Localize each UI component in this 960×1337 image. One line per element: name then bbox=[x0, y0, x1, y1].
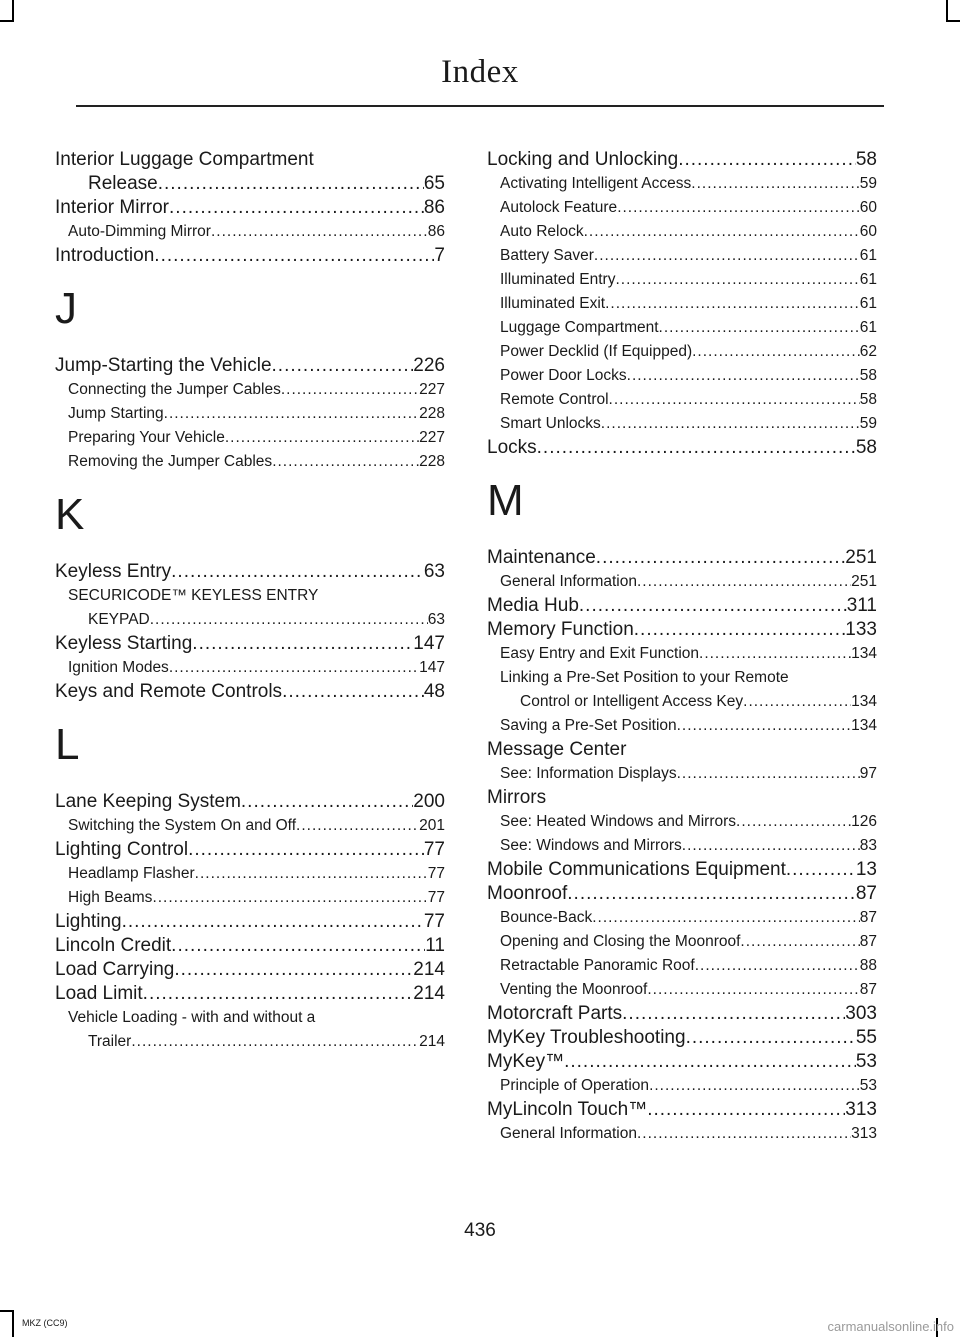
index-entry bbox=[55, 982, 445, 1006]
page-ref: 63 bbox=[427, 611, 445, 628]
page-ref: 59 bbox=[859, 175, 877, 192]
page-ref: 77 bbox=[423, 911, 445, 932]
dot-leader bbox=[596, 546, 846, 570]
entry-label: Control or Intelligent Access Key bbox=[520, 693, 744, 710]
entry-label: Power Door Locks bbox=[500, 367, 627, 384]
dot-leader bbox=[150, 608, 428, 632]
index-entry bbox=[55, 244, 445, 268]
page-ref: 227 bbox=[419, 381, 445, 398]
entry-label: Auto Relock bbox=[500, 223, 584, 240]
entry-label: Interior Luggage Compartment bbox=[55, 149, 314, 170]
page-ref: 63 bbox=[423, 561, 445, 582]
entry-label: Battery Saver bbox=[500, 247, 594, 264]
dot-leader bbox=[272, 354, 414, 378]
entry-label: Motorcraft Parts bbox=[487, 1003, 623, 1024]
entry-label: Moonroof bbox=[487, 883, 568, 904]
dot-leader bbox=[615, 268, 859, 292]
dot-leader bbox=[537, 436, 856, 460]
entry-label: Keyless Starting bbox=[55, 633, 193, 654]
dot-leader bbox=[634, 618, 846, 642]
entry-label: See: Information Displays bbox=[500, 765, 677, 782]
dot-leader bbox=[609, 388, 860, 412]
entry-label: Memory Function bbox=[487, 619, 634, 640]
page-ref: 60 bbox=[859, 199, 877, 216]
entry-label: Headlamp Flasher bbox=[68, 865, 195, 882]
page-ref: 87 bbox=[859, 909, 877, 926]
entry-label: Load Carrying bbox=[55, 959, 175, 980]
dot-leader bbox=[736, 810, 851, 834]
page-ref: 77 bbox=[427, 865, 445, 882]
dot-leader bbox=[154, 244, 434, 268]
page-ref: 311 bbox=[846, 595, 877, 616]
section-letter: M bbox=[487, 476, 524, 525]
index-entry bbox=[55, 148, 445, 172]
index-subentry bbox=[55, 378, 445, 402]
page-ref: 126 bbox=[851, 813, 877, 830]
page-ref: 227 bbox=[419, 429, 445, 446]
index-entry bbox=[487, 618, 877, 642]
page-ref: 53 bbox=[859, 1077, 877, 1094]
page-ref: 228 bbox=[419, 405, 445, 422]
index-subentry bbox=[487, 714, 877, 738]
page-ref: 61 bbox=[859, 271, 877, 288]
entry-label: Easy Entry and Exit Function bbox=[500, 645, 700, 662]
entry-label: KEYPAD bbox=[88, 611, 150, 628]
entry-label: Retractable Panoramic Roof bbox=[500, 957, 695, 974]
page-ref: 214 bbox=[419, 1033, 445, 1050]
dot-leader bbox=[637, 1122, 851, 1146]
index-entry bbox=[487, 786, 877, 810]
dot-leader bbox=[659, 316, 860, 340]
entry-label: See: Heated Windows and Mirrors bbox=[500, 813, 737, 830]
index-entry bbox=[487, 1098, 877, 1122]
entry-label: Smart Unlocks bbox=[500, 415, 601, 432]
page-ref: 11 bbox=[425, 935, 445, 956]
dot-leader bbox=[281, 378, 419, 402]
index-subentry bbox=[487, 834, 877, 858]
dot-leader bbox=[601, 412, 860, 436]
dot-leader bbox=[188, 838, 424, 862]
index-subentry bbox=[55, 862, 445, 886]
entry-label: Remote Control bbox=[500, 391, 609, 408]
index-entry bbox=[487, 1050, 877, 1074]
entry-label: MyKey Troubleshooting bbox=[487, 1027, 686, 1048]
page-ref: 214 bbox=[413, 983, 445, 1004]
page-ref: 61 bbox=[859, 295, 877, 312]
entry-label: Trailer bbox=[88, 1033, 132, 1050]
entry-label: Bounce-Back bbox=[500, 909, 593, 926]
page-ref: 134 bbox=[851, 717, 877, 734]
dot-leader bbox=[617, 196, 860, 220]
page-ref: 59 bbox=[859, 415, 877, 432]
section-letter: L bbox=[55, 720, 80, 769]
index-entry bbox=[487, 436, 877, 460]
page-ref: 133 bbox=[845, 619, 877, 640]
entry-label: Activating Intelligent Access bbox=[500, 175, 692, 192]
entry-label: Jump-Starting the Vehicle bbox=[55, 355, 272, 376]
entry-label: Principle of Operation bbox=[500, 1077, 650, 1094]
entry-label: Saving a Pre-Set Position bbox=[500, 717, 677, 734]
dot-leader bbox=[592, 906, 860, 930]
entry-label: Connecting the Jumper Cables bbox=[68, 381, 281, 398]
page-number: 436 bbox=[464, 1220, 496, 1241]
index-subentry bbox=[487, 292, 877, 316]
entry-label: Venting the Moonroof bbox=[500, 981, 648, 998]
index-entry bbox=[487, 1002, 877, 1026]
page-ref: 134 bbox=[851, 645, 877, 662]
dot-leader bbox=[272, 450, 419, 474]
index-entry bbox=[487, 546, 877, 570]
dot-leader bbox=[605, 292, 860, 316]
index-subentry bbox=[55, 886, 445, 910]
dot-leader bbox=[678, 148, 856, 172]
crop-mark-bottom-left-h bbox=[0, 1310, 14, 1312]
entry-label: Lighting Control bbox=[55, 839, 189, 860]
index-subentry bbox=[487, 978, 877, 1002]
entry-label: Introduction bbox=[55, 245, 155, 266]
entry-label: Linking a Pre-Set Position to your Remote bbox=[500, 669, 789, 686]
dot-leader bbox=[564, 1050, 856, 1074]
index-subentry bbox=[487, 930, 877, 954]
index-entry bbox=[55, 790, 445, 814]
section-letter: J bbox=[55, 284, 77, 333]
dot-leader bbox=[740, 930, 859, 954]
index-entry bbox=[55, 958, 445, 982]
index-subentry bbox=[487, 690, 877, 714]
index-subentry bbox=[487, 316, 877, 340]
dot-leader bbox=[241, 790, 413, 814]
index-entry bbox=[487, 882, 877, 906]
dot-leader bbox=[647, 1098, 845, 1122]
dot-leader bbox=[567, 882, 856, 906]
entry-label: Auto-Dimming Mirror bbox=[68, 223, 211, 240]
index-subentry bbox=[487, 268, 877, 292]
dot-leader bbox=[174, 958, 413, 982]
page-ref: 60 bbox=[859, 223, 877, 240]
page-ref: 58 bbox=[855, 437, 877, 458]
page-ref: 87 bbox=[859, 981, 877, 998]
index-subentry bbox=[55, 1006, 445, 1030]
entry-label: See: Windows and Mirrors bbox=[500, 837, 682, 854]
index-entry bbox=[55, 354, 445, 378]
dot-leader bbox=[695, 954, 860, 978]
page-ref: 7 bbox=[434, 245, 445, 266]
dot-leader bbox=[171, 934, 425, 958]
page-ref: 97 bbox=[859, 765, 877, 782]
index-subentry bbox=[55, 450, 445, 474]
dot-leader bbox=[692, 340, 860, 364]
page-title: Index bbox=[441, 54, 519, 90]
entry-label: Locking and Unlocking bbox=[487, 149, 679, 170]
entry-label: Lighting bbox=[55, 911, 122, 932]
page-ref: 226 bbox=[413, 355, 445, 376]
entry-label: General Information bbox=[500, 1125, 637, 1142]
dot-leader bbox=[786, 858, 856, 882]
page-ref: 313 bbox=[851, 1125, 877, 1142]
page-ref: 48 bbox=[423, 681, 445, 702]
index-subentry bbox=[487, 570, 877, 594]
page-ref: 61 bbox=[859, 247, 877, 264]
dot-leader bbox=[743, 690, 851, 714]
section-letter: K bbox=[55, 490, 85, 539]
entry-label: Release bbox=[88, 173, 158, 194]
entry-label: Ignition Modes bbox=[68, 659, 169, 676]
page-ref: 134 bbox=[851, 693, 877, 710]
dot-leader bbox=[584, 220, 860, 244]
entry-label: Luggage Compartment bbox=[500, 319, 659, 336]
index-subentry bbox=[55, 656, 445, 680]
entry-label: Message Center bbox=[487, 739, 627, 760]
watermark-text: carmanualsonline.info bbox=[827, 1319, 954, 1334]
index-subentry bbox=[487, 388, 877, 412]
entry-label: Opening and Closing the Moonroof bbox=[500, 933, 741, 950]
page-ref: 58 bbox=[855, 149, 877, 170]
index-subentry bbox=[487, 220, 877, 244]
entry-label: Vehicle Loading - with and without a bbox=[68, 1009, 316, 1026]
dot-leader bbox=[579, 594, 847, 618]
page-ref: 147 bbox=[413, 633, 445, 654]
entry-label: MyKey™ bbox=[487, 1051, 565, 1072]
page-ref: 147 bbox=[419, 659, 445, 676]
index-subentry bbox=[487, 1074, 877, 1098]
page-ref: 313 bbox=[845, 1099, 877, 1120]
crop-mark-top-left-h bbox=[0, 20, 14, 22]
page-ref: 214 bbox=[413, 959, 445, 980]
dot-leader bbox=[225, 426, 419, 450]
index-subentry bbox=[487, 1122, 877, 1146]
entry-label: Mobile Communications Equipment bbox=[487, 859, 786, 880]
index-subentry bbox=[55, 584, 445, 608]
index-subentry bbox=[55, 220, 445, 244]
index-entry bbox=[487, 858, 877, 882]
dot-leader bbox=[649, 1074, 860, 1098]
page-ref: 77 bbox=[423, 839, 445, 860]
dot-leader bbox=[691, 172, 859, 196]
page-ref: 83 bbox=[859, 837, 877, 854]
dot-leader bbox=[211, 220, 428, 244]
dot-leader bbox=[171, 560, 424, 584]
entry-label: Interior Mirror bbox=[55, 197, 170, 218]
index-subentry bbox=[55, 402, 445, 426]
page-ref: 86 bbox=[427, 223, 445, 240]
index-entry bbox=[487, 148, 877, 172]
entry-label: Load Limit bbox=[55, 983, 143, 1004]
index-subentry bbox=[55, 814, 445, 838]
entry-label: High Beams bbox=[68, 889, 153, 906]
page-ref: 61 bbox=[859, 319, 877, 336]
model-code: MKZ (CC9) bbox=[22, 1318, 68, 1328]
dot-leader bbox=[131, 1030, 419, 1054]
entry-label: Lane Keeping System bbox=[55, 791, 241, 812]
dot-leader bbox=[143, 982, 414, 1006]
index-column-left bbox=[55, 148, 445, 1054]
dot-leader bbox=[152, 886, 427, 910]
dot-leader bbox=[627, 364, 860, 388]
index-entry bbox=[55, 838, 445, 862]
page-ref: 251 bbox=[845, 547, 877, 568]
index-subentry bbox=[487, 666, 877, 690]
entry-label: Mirrors bbox=[487, 787, 547, 808]
page-ref: 53 bbox=[855, 1051, 877, 1072]
dot-leader bbox=[169, 196, 424, 220]
index-subentry bbox=[55, 608, 445, 632]
entry-label: Keys and Remote Controls bbox=[55, 681, 283, 702]
dot-leader bbox=[686, 1026, 856, 1050]
page-ref: 87 bbox=[855, 883, 877, 904]
crop-mark-bottom-left-v bbox=[12, 1310, 14, 1337]
index-column-right bbox=[487, 148, 877, 1146]
dot-leader bbox=[192, 632, 413, 656]
entry-label: Preparing Your Vehicle bbox=[68, 429, 225, 446]
index-entry bbox=[55, 196, 445, 220]
index-subentry bbox=[487, 762, 877, 786]
index-subentry bbox=[487, 906, 877, 930]
index-subentry bbox=[487, 642, 877, 666]
page-ref: 87 bbox=[859, 933, 877, 950]
page-ref: 65 bbox=[423, 173, 445, 194]
page-ref: 201 bbox=[419, 817, 445, 834]
entry-label: SECURICODE™ KEYLESS ENTRY bbox=[68, 587, 319, 604]
crop-mark-top-left-v bbox=[12, 0, 14, 22]
entry-label: Maintenance bbox=[487, 547, 596, 568]
index-subentry bbox=[487, 364, 877, 388]
entry-label: Locks bbox=[487, 437, 537, 458]
entry-label: Autolock Feature bbox=[500, 199, 618, 216]
index-subentry bbox=[487, 954, 877, 978]
entry-label: Illuminated Entry bbox=[500, 271, 616, 288]
dot-leader bbox=[677, 714, 852, 738]
entry-label: Switching the System On and Off bbox=[68, 817, 297, 834]
index-entry bbox=[55, 680, 445, 704]
dot-leader bbox=[622, 1002, 845, 1026]
page-ref: 251 bbox=[851, 573, 877, 590]
page-ref: 13 bbox=[855, 859, 877, 880]
page-ref: 55 bbox=[855, 1027, 877, 1048]
index-entry bbox=[487, 738, 877, 762]
index-entry bbox=[55, 172, 445, 196]
dot-leader bbox=[164, 402, 419, 426]
dot-leader bbox=[169, 656, 419, 680]
entry-label: General Information bbox=[500, 573, 637, 590]
entry-label: Media Hub bbox=[487, 595, 579, 616]
index-subentry bbox=[487, 412, 877, 436]
page-ref: 86 bbox=[423, 197, 445, 218]
dot-leader bbox=[637, 570, 851, 594]
page-ref: 228 bbox=[419, 453, 445, 470]
header-divider bbox=[76, 105, 884, 107]
page-ref: 62 bbox=[859, 343, 877, 360]
dot-leader bbox=[158, 172, 424, 196]
entry-label: Illuminated Exit bbox=[500, 295, 606, 312]
entry-label: Power Decklid (If Equipped) bbox=[500, 343, 693, 360]
dot-leader bbox=[677, 762, 860, 786]
dot-leader bbox=[647, 978, 859, 1002]
entry-label: MyLincoln Touch™ bbox=[487, 1099, 648, 1120]
index-subentry bbox=[487, 172, 877, 196]
page-ref: 58 bbox=[859, 367, 877, 384]
dot-leader bbox=[682, 834, 860, 858]
index-entry bbox=[55, 934, 445, 958]
index-entry bbox=[55, 632, 445, 656]
index-subentry bbox=[55, 1030, 445, 1054]
page-ref: 88 bbox=[859, 957, 877, 974]
index-entry bbox=[487, 594, 877, 618]
entry-label: Keyless Entry bbox=[55, 561, 172, 582]
dot-leader bbox=[296, 814, 419, 838]
index-entry bbox=[487, 1026, 877, 1050]
index-entry bbox=[55, 560, 445, 584]
dot-leader bbox=[282, 680, 424, 704]
page-ref: 200 bbox=[413, 791, 445, 812]
crop-mark-top-right-h bbox=[946, 20, 960, 22]
dot-leader bbox=[699, 642, 851, 666]
crop-mark-top-right-v bbox=[946, 0, 948, 22]
entry-label: Removing the Jumper Cables bbox=[68, 453, 273, 470]
dot-leader bbox=[594, 244, 860, 268]
index-entry bbox=[55, 910, 445, 934]
index-subentry bbox=[487, 340, 877, 364]
entry-label: Lincoln Credit bbox=[55, 935, 172, 956]
entry-label: Jump Starting bbox=[68, 405, 164, 422]
dot-leader bbox=[122, 910, 424, 934]
page-ref: 303 bbox=[845, 1003, 877, 1024]
index-subentry bbox=[487, 810, 877, 834]
index-subentry bbox=[55, 426, 445, 450]
index-subentry bbox=[487, 244, 877, 268]
page-ref: 58 bbox=[859, 391, 877, 408]
index-subentry bbox=[487, 196, 877, 220]
dot-leader bbox=[195, 862, 428, 886]
page-ref: 77 bbox=[427, 889, 445, 906]
